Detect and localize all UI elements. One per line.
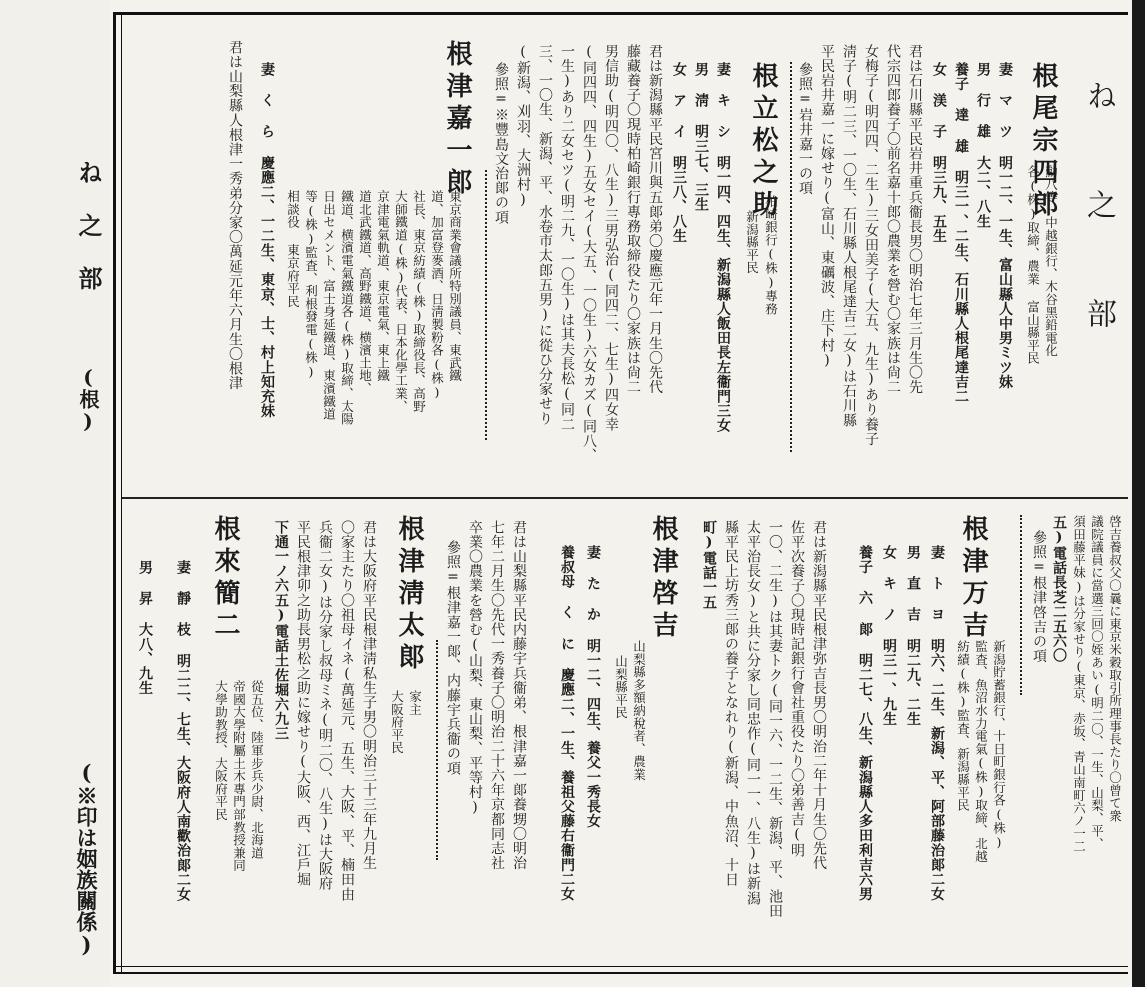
entry-name: 根津淸太郞: [394, 515, 424, 675]
entry-line: 妻 マ ツ 明一二、一生、富山縣人中男ミツ妹: [997, 62, 1013, 390]
entry-name: 根津万吉: [958, 515, 988, 643]
entry-line: 平民岩井嘉一に嫁せり(富山、東礪波、庄下村): [819, 44, 835, 370]
entry-line: 三、一〇生、新潟、平、水卷市太郎五男)に從ひ分家せり: [537, 44, 553, 426]
entry-name: 根津啓吉: [648, 515, 678, 643]
entry-line: 藤藏養子〇現時柏崎銀行專務取締役たり〇家族は尙二: [625, 44, 641, 395]
entry-title: 勳八等、中越銀行、木谷黑鉛電化: [1043, 165, 1059, 357]
margin-note: (※印は姻族關係): [74, 760, 99, 957]
entry-line: 妻 ト ヨ 明六、二生、新潟、平、阿部藤治郞二女: [929, 545, 945, 902]
entry-line: 君は山梨縣平民内藤宇兵衞弟、根津嘉一郞養甥〇明治: [511, 520, 527, 871]
entry-line: 女 渼 子 明三九、五生: [931, 62, 947, 244]
entry-name: 根尾宗四郎: [1028, 62, 1058, 222]
entry-title: 山梨縣平民: [613, 655, 629, 719]
entry-line: 下通一ノ六五)電話土佐堀六九三: [273, 520, 289, 741]
frame-bottom-rule-inner: [113, 966, 1128, 967]
entry-line: 君は大阪府平民根津淸私生子男〇明治三十三年九月生: [361, 520, 377, 871]
entry-title: 道北武鐵道、高野鐵道、横濱土地、: [357, 190, 373, 395]
entry-title: 大阪府平民: [389, 690, 405, 754]
entry-title: 帝國大學附屬土木專門部教授兼同: [231, 680, 247, 872]
entry-title: 從五位、陸軍步兵少尉、北海道: [249, 680, 265, 860]
entry-line: 男 直 吉 明二九、二生: [905, 545, 921, 727]
entry-line: 君は新潟縣平民根津弥吉長男〇明治二年十月生〇先代: [811, 520, 827, 871]
entry-title: 各(株)取締、農業 富山縣平民: [1025, 165, 1041, 365]
entry-separator: [436, 640, 438, 860]
entry-line: 參照=※豐島文治郞の項: [493, 62, 509, 225]
entry-line: 七年二月生〇先代一秀養子〇明治二十六年京都同志社: [489, 520, 505, 871]
scan-edge: [1132, 0, 1145, 987]
entry-line: 君は新潟縣平民宮川與五郞弟〇慶應元年一月生〇先代: [647, 44, 663, 395]
page-header: ね 之 部: [1081, 80, 1116, 350]
entry-title: 東京商業會議所特別議員、東武鐵: [447, 190, 463, 382]
entry-line: 淸子(明二三、一〇生、石川縣人根尾達吉二女)は石川縣: [841, 44, 857, 428]
entry-line: 兵衞二女)は分家し叔母ミネ(明二〇、八生)は大阪府: [317, 520, 333, 891]
entry-line: (新潟、刈羽、大洲村): [515, 44, 531, 209]
entry-line: 代宗四郎養子〇前名嘉十郎〇農業を營む〇家族は尙二: [885, 44, 901, 395]
entry-line: 縣平民上坊秀三郞の養子となれり(新潟、中魚沼、十日: [723, 520, 739, 887]
entry-title: 等(株)監査、利根發電(株): [303, 190, 319, 380]
entry-line: 男 行 雄 大二、八生: [975, 62, 991, 229]
entry-line: 參照=根津啓吉の項: [1031, 530, 1047, 664]
entry-title: 京津電氣軌道、東京電氣、東上鐵: [375, 190, 391, 382]
entry-line: 妻 た か 明一二、四生、養父一秀長女: [585, 545, 601, 829]
entry-line: 〇家主たり〇祖母イネ(萬延元、五生、大阪、平、楠田由: [339, 520, 355, 902]
entry-name: 根來簡二: [210, 515, 240, 643]
entry-line: 須田藤平妹)は分家せり(東京、赤坂、青山南町六ノ一二: [1071, 515, 1087, 853]
entry-title: 鐵道、横濱電氣鐵道各(株)取締、太陽: [339, 190, 355, 426]
frame-bottom-rule: [113, 972, 1128, 974]
entry-line: 町)電話一五: [701, 520, 717, 610]
entry-title: 新潟縣平民: [744, 210, 760, 274]
entry-line: 女梅子(明四四、二生)三女田美子(大五、九生)あり養子: [863, 44, 879, 447]
entry-line: 啓吉養叔父〇曩に東京米穀取引所理事長たり〇曾て衆: [1107, 515, 1123, 823]
entry-title: 柏崎銀行(株)專務: [763, 195, 779, 316]
entry-line: 議院議員に當選三回〇姪あい(明二〇、一生、山梨、平、: [1089, 515, 1105, 851]
entry-title: 大學助教授、大阪府平民: [213, 680, 229, 821]
entry-line: 君は石川縣平民岩井重兵衞長男〇明治七年三月生〇先: [907, 44, 923, 395]
entry-line: 妻 く ら 慶應二、一二生、東京、士、村上知充妹: [259, 62, 275, 419]
entry-separator: [790, 62, 792, 452]
entry-line: 養子 六 郞 明二七、八生、新潟縣人多田利吉六男: [857, 545, 873, 902]
entry-line: 女 ア イ 明三八、八生: [671, 62, 687, 244]
entry-line: 卒業〇農業を營む(山梨、東山梨、平等村): [467, 520, 483, 816]
entry-line: 君は山梨縣人根津一秀弟分家〇萬延元年六月生〇根津: [227, 40, 243, 391]
entry-title: 相談役 東京府平民: [285, 190, 301, 308]
entry-line: 參照=岩井嘉一の項: [797, 62, 813, 196]
entry-line: 平民根津卯之助長男松之助に嫁せり(大阪、西、江戶堀: [295, 520, 311, 887]
entry-line: (同四四、四生)五女セイ(大五、一〇生)六女カズ(同八、: [581, 44, 597, 463]
entry-name: 根立松之助: [748, 62, 778, 222]
entry-line: 佐平次養子〇現時記銀行會社重役たり〇弟善吉(明: [789, 520, 805, 858]
entry-title: 社長、東京紡績(株)取締役長、高野: [411, 190, 427, 413]
entry-line: 一〇、二生)は其妻トク(同一六、一二生、新潟、平、池田: [767, 520, 783, 919]
entry-line: 一生)あり二女セツ(明二九、一〇生)は其夫長松(同二: [559, 44, 575, 432]
frame-left-rule-inner: [121, 12, 122, 974]
entry-name: 根津嘉一郎: [442, 40, 472, 200]
middle-divider: [122, 497, 1128, 499]
entry-line: 女 キ ノ 明三一、九生: [881, 545, 897, 727]
entry-line: 男信助(明四〇、八生)三男弘治(同四二、七生)四女幸: [603, 44, 619, 432]
entry-title: 大師鐵道(株)代表、日本化學工業、: [393, 190, 409, 413]
entry-title: 道、加富登麥酒、日淸製粉各(株): [429, 190, 445, 400]
entry-separator: [1020, 515, 1022, 695]
entry-title: 日出セメント、富士身延鐵道、東濱鐵道: [321, 190, 337, 421]
entry-line: 男 淸 明三七、三生: [693, 62, 709, 212]
entry-line: 太平治長女)と共に分家し同忠作(同一一、八生)は新潟: [745, 520, 761, 906]
entry-line: 男 昇 大八、九生: [137, 560, 153, 696]
frame-left-rule: [113, 12, 116, 974]
entry-title: 家主: [407, 690, 423, 716]
margin-kana-label: (根): [76, 365, 100, 433]
entry-title: 新潟貯蓄銀行、十日町銀行各(株): [991, 640, 1007, 850]
entry-line: 五)電話長芝二五六〇: [1051, 515, 1067, 663]
entry-title: 監査、魚沼水力電氣(株)取締、北越: [973, 640, 989, 863]
entry-line: 養叔母 く に 慶應二、一生、養祖父藤右衞門二女: [559, 545, 575, 902]
entry-separator: [485, 170, 487, 440]
entry-title: 紡績(株)監査、新潟縣平民: [955, 640, 971, 812]
entry-line: 妻 キ シ 明一四、四生、新潟縣人飯田長左衞門三女: [715, 62, 731, 433]
entry-line: 參照=根津嘉一郞、内藤宇兵衞の項: [445, 540, 461, 776]
entry-line: 妻 靜 枝 明二二、七生、大阪府人南歡治郞二女: [175, 560, 191, 902]
margin-section-label: ね 之 部: [74, 160, 103, 290]
entry-line: 養子 達 雄 明三一、二生、石川縣人根尾達吉二: [953, 62, 969, 404]
entry-title: 山梨縣多額納稅者、農業: [631, 640, 647, 781]
